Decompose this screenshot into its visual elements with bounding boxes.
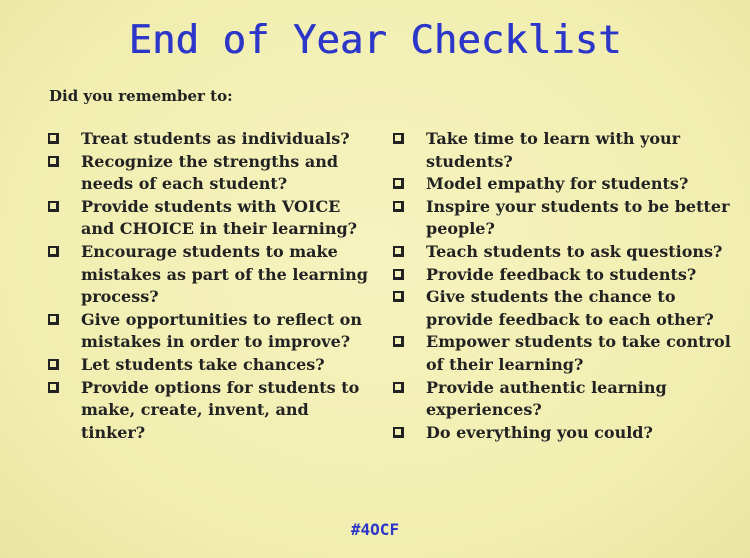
checklist-item-text: Provide options for students to make, create, invent, and tinker?: [81, 377, 360, 442]
checklist-prompt: Did you remember to:: [49, 87, 233, 105]
checklist-item: [393, 196, 733, 241]
checklist-item: [393, 331, 733, 376]
checklist-item-text: Provide feedback to students?: [426, 264, 697, 284]
checklist-item: [48, 196, 378, 241]
checklist-item-text: Inspire your students to be better people?: [426, 196, 730, 239]
checkbox-icon: [393, 133, 404, 144]
checkbox-icon: [48, 133, 59, 144]
checklist-item: [393, 377, 733, 422]
checkbox-icon: [48, 156, 59, 167]
checklist-item: [48, 128, 378, 151]
checklist-item: [48, 151, 378, 196]
checklist-item-text: Encourage students to make mistakes as part of the learning process?: [81, 241, 368, 307]
checklist-item-text: Teach students to ask questions?: [426, 241, 723, 261]
checklist-item: [48, 241, 378, 309]
checkbox-icon: [48, 314, 59, 325]
checklist-item-text: Do everything you could?: [426, 422, 653, 442]
checkbox-icon: [393, 291, 404, 302]
checklist-right-column: [393, 128, 733, 444]
hashtag-footer: #4OCF: [350, 520, 400, 539]
checkbox-icon: [393, 427, 404, 438]
checklist-item-text: Treat students as individuals?: [81, 129, 350, 148]
checkbox-icon: [48, 201, 59, 212]
checklist-item: [393, 286, 733, 331]
checkbox-icon: [393, 269, 404, 280]
checkbox-icon: [393, 336, 404, 347]
checklist-item-text: Provide authentic learning experiences?: [426, 377, 667, 420]
checklist-item-text: Provide students with VOICE and CHOICE in their learning?: [81, 196, 358, 239]
checklist-item-text: Take time to learn with your students?: [426, 129, 681, 171]
checkbox-icon: [393, 178, 404, 189]
checkbox-icon: [393, 246, 404, 257]
checklist-item: [48, 309, 378, 354]
checklist-item-text: Empower students to take control of their learning?: [426, 332, 731, 374]
checkbox-icon: [393, 382, 404, 393]
checklist-item-text: Recognize the strengths and needs of each student?: [81, 151, 339, 194]
checklist-item: [48, 377, 378, 445]
checklist-item-text: Let students take chances?: [81, 354, 325, 374]
checklist-item: [393, 241, 733, 264]
checkbox-icon: [393, 201, 404, 212]
checklist-item: [393, 128, 733, 173]
checkbox-icon: [48, 359, 59, 370]
checkbox-icon: [48, 246, 59, 257]
checklist-item: [393, 422, 733, 445]
checklist-item-text: Model empathy for students?: [426, 174, 689, 194]
checklist-item-text: Give students the chance to provide feedback to each other?: [426, 287, 714, 329]
checkbox-icon: [48, 382, 59, 393]
checklist-left-column: [48, 128, 378, 444]
checklist-item: [393, 264, 733, 287]
checklist-item: [393, 173, 733, 196]
page-title: End of Year Checklist: [128, 18, 622, 63]
checklist-item: [48, 354, 378, 377]
checklist-item-text: Give opportunities to reflect on mistakes in order to improve?: [81, 309, 362, 352]
